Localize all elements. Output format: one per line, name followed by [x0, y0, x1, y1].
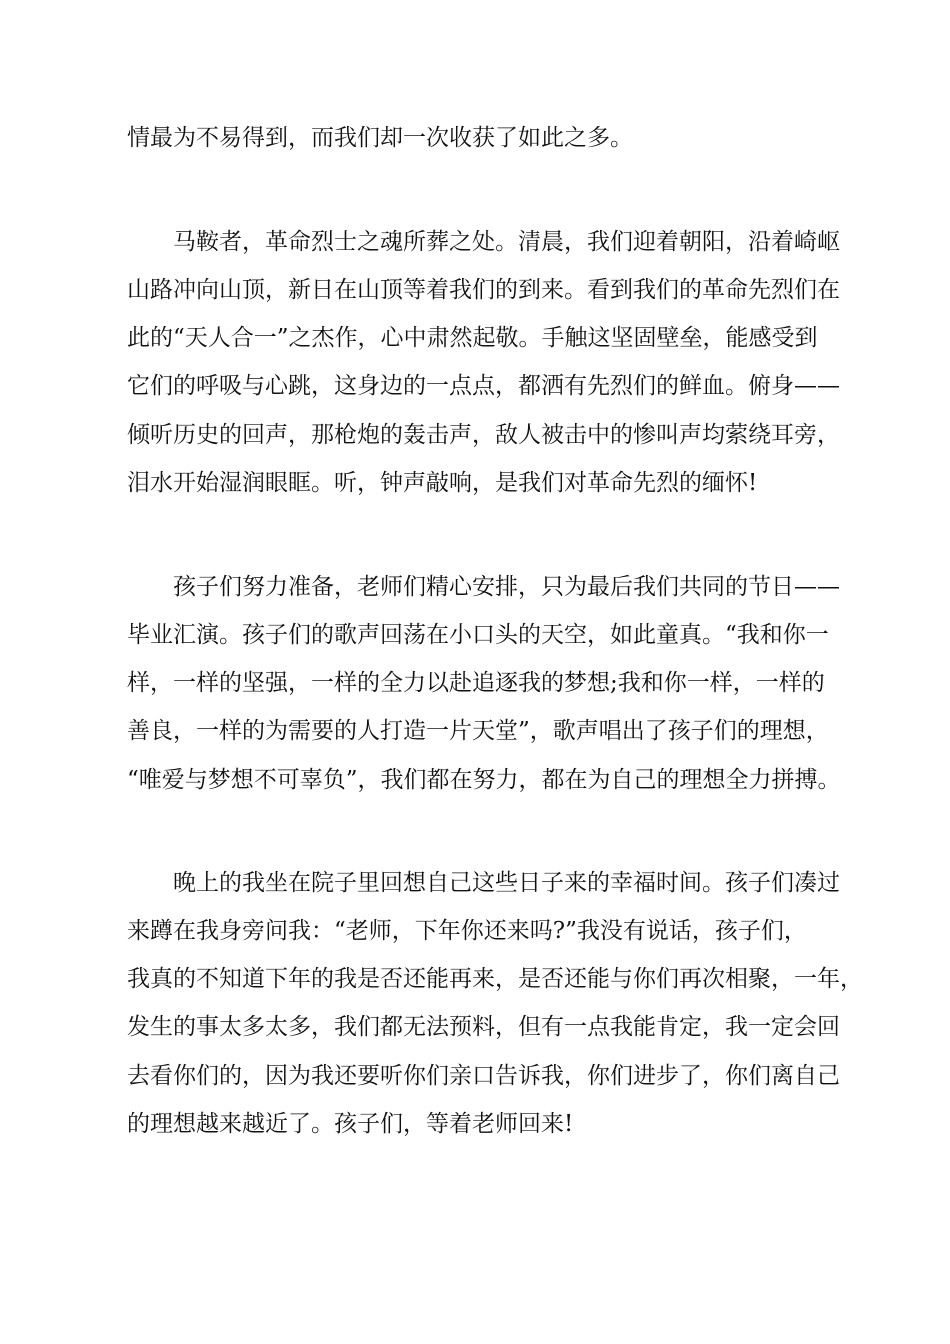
- paragraph-3-line-4: 善良，一样的为需要的人打造一片天堂”，歌声唱出了孩子们的理想，: [127, 718, 829, 744]
- paragraph-2-line-6: 泪水开始湿润眼眶。听，钟声敲响，是我们对革命先烈的缅怀!: [127, 470, 758, 496]
- paragraph-3-line-5: “唯爱与梦想不可辜负”，我们都在努力，都在为自己的理想全力拼搏。: [127, 767, 841, 793]
- paragraph-2-line-1: 马鞍者，革命烈士之魂所葬之处。清晨，我们迎着朝阳，沿着崎岖: [173, 229, 840, 255]
- paragraph-1-line-1: 情最为不易得到，而我们却一次收获了如此之多。: [127, 125, 633, 151]
- paragraph-3-line-3: 样，一样的坚强，一样的全力以赴追逐我的梦想;我和你一样，一样的: [127, 670, 825, 696]
- paragraph-3-line-1: 孩子们努力准备，老师们精心安排，只为最后我们共同的节日——: [173, 574, 840, 600]
- paragraph-3-line-2: 毕业汇演。孩子们的歌声回荡在小口头的天空，如此童真。“我和你一: [127, 622, 829, 648]
- paragraph-2-line-3: 此的“天人合一”之杰作，心中肃然起敬。手触这坚固壁垒，能感受到: [127, 325, 818, 351]
- paragraph-4-line-6: 的理想越来越近了。孩子们，等着老师回来!: [127, 1111, 574, 1137]
- paragraph-4-line-3: 我真的不知道下年的我是否还能再来，是否还能与你们再次相聚，一年，: [127, 966, 863, 992]
- paragraph-4-line-1: 晚上的我坐在院子里回想自己这些日子来的幸福时间。孩子们凑过: [173, 870, 840, 896]
- paragraph-4-line-5: 去看你们的，因为我还要听你们亲口告诉我，你们进步了，你们离自己: [127, 1063, 840, 1089]
- paragraph-2-line-5: 倾听历史的回声，那枪炮的轰击声，敌人被击中的惨叫声均萦绕耳旁，: [127, 422, 840, 448]
- paragraph-2-line-4: 它们的呼吸与心跳，这身边的一点点，都洒有先烈们的鲜血。俯身——: [127, 373, 840, 399]
- paragraph-2-line-2: 山路冲向山顶，新日在山顶等着我们的到来。看到我们的革命先烈们在: [127, 277, 840, 303]
- paragraph-4-line-2: 来蹲在我身旁问我：“老师，下年你还来吗?”我没有说话，孩子们，: [127, 918, 807, 944]
- paragraph-4-line-4: 发生的事太多太多，我们都无法预料，但有一点我能肯定，我一定会回: [127, 1014, 840, 1040]
